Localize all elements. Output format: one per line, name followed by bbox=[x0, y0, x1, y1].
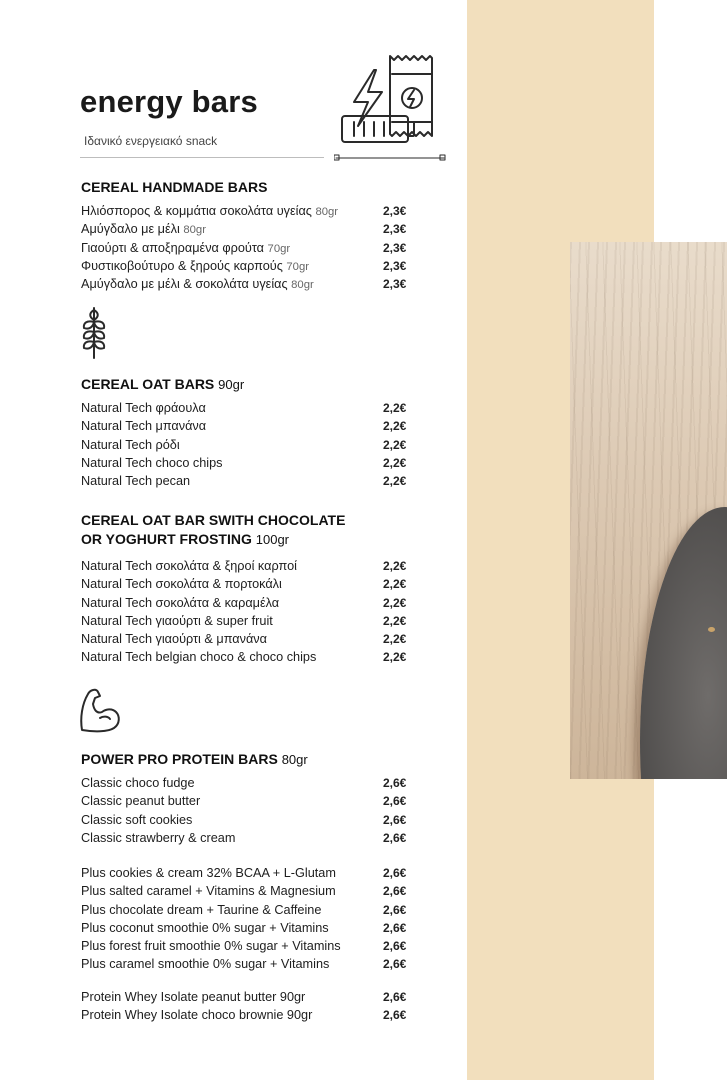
list-item: Plus coconut smoothie 0% sugar + Vitamins 2,6€ bbox=[81, 920, 407, 935]
section-title-protein-bars: POWER PRO PROTEIN BARS 80gr bbox=[81, 751, 308, 767]
list-item: Φυστικοβούτυρο & ξηρούς καρπούς 70gr 2,3€ bbox=[81, 258, 407, 273]
wheat-icon bbox=[80, 306, 108, 360]
list-item: Natural Tech φράουλα 2,2€ bbox=[81, 401, 407, 415]
crumb-speck bbox=[708, 627, 715, 632]
list-item: Αμύγδαλο με μέλι & σοκολάτα υγείας 80gr 2,3€ bbox=[81, 277, 407, 292]
list-item: Plus chocolate dream + Taurine & Caffeine 2,6€ bbox=[81, 902, 407, 917]
protein-whey-list bbox=[81, 988, 412, 1025]
page-subtitle: Ιδανικό ενεργειακό snack bbox=[84, 134, 218, 148]
header-divider bbox=[80, 157, 324, 158]
list-item: Natural Tech σοκολάτα & καραμέλα 2,2€ bbox=[81, 595, 407, 610]
list-item: Protein Whey Isolate peanut butter 90gr 2,6€ bbox=[81, 990, 407, 1004]
list-item: Natural Tech μπανάνα 2,2€ bbox=[81, 419, 407, 434]
section-title-handmade: CEREAL HANDMADE BARS bbox=[81, 179, 268, 195]
handmade-bars-list bbox=[81, 202, 412, 293]
list-item: Natural Tech pecan 2,2€ bbox=[81, 474, 407, 489]
list-item: Natural Tech γιαούρτι & super fruit 2,2€ bbox=[81, 613, 407, 628]
list-item: Natural Tech γιαούρτι & μπανάνα 2,2€ bbox=[81, 632, 407, 647]
energy-bar-battery-icon bbox=[334, 52, 446, 164]
list-item: Natural Tech ρόδι 2,2€ bbox=[81, 437, 407, 452]
section-title-oat-bars: CEREAL OAT BARS 90gr bbox=[81, 376, 245, 392]
list-item: Classic soft cookies 2,6€ bbox=[81, 812, 407, 827]
list-item: Plus salted caramel + Vitamins & Magnesium 2,6€ bbox=[81, 884, 407, 899]
oat-bars-list bbox=[81, 399, 412, 490]
list-item: Γιαούρτι & αποξηραμένα φρούτα 70gr 2,3€ bbox=[81, 240, 407, 255]
wooden-table-photo bbox=[570, 242, 727, 779]
flexed-arm-icon bbox=[78, 686, 122, 734]
list-item: Protein Whey Isolate choco brownie 90gr 2,6€ bbox=[81, 1008, 407, 1023]
page-title: energy bars bbox=[80, 84, 258, 119]
list-item: Natural Tech σοκολάτα & ξηροί καρποί 2,2€ bbox=[81, 559, 407, 573]
oat-frosting-list bbox=[81, 557, 412, 667]
protein-classic-list bbox=[81, 774, 412, 847]
list-item: Natural Tech choco chips 2,2€ bbox=[81, 455, 407, 470]
list-item: Classic choco fudge 2,6€ bbox=[81, 776, 407, 790]
list-item: Classic strawberry & cream 2,6€ bbox=[81, 830, 407, 845]
dark-bowl-shape bbox=[640, 507, 727, 779]
list-item: Natural Tech σοκολάτα & πορτοκάλι 2,2€ bbox=[81, 577, 407, 592]
list-item: Plus cookies & cream 32% BCAA + L-Glutam 2,6€ bbox=[81, 866, 407, 880]
section-title-oat-frosting: CEREAL OAT BAR SWITH CHOCOLATE OR YOGHURT FROSTING 100gr bbox=[81, 512, 346, 547]
list-item: Αμύγδαλο με μέλι 80gr 2,3€ bbox=[81, 222, 407, 237]
list-item: Ηλιόσπορος & κομμάτια σοκολάτα υγείας 80gr 2,3€ bbox=[81, 204, 407, 218]
protein-plus-list bbox=[81, 864, 412, 974]
list-item: Classic peanut butter 2,6€ bbox=[81, 794, 407, 809]
list-item: Plus forest fruit smoothie 0% sugar + Vitamins 2,6€ bbox=[81, 939, 407, 954]
list-item: Natural Tech belgian choco & choco chips 2,2€ bbox=[81, 650, 407, 665]
list-item: Plus caramel smoothie 0% sugar + Vitamins 2,6€ bbox=[81, 957, 407, 972]
